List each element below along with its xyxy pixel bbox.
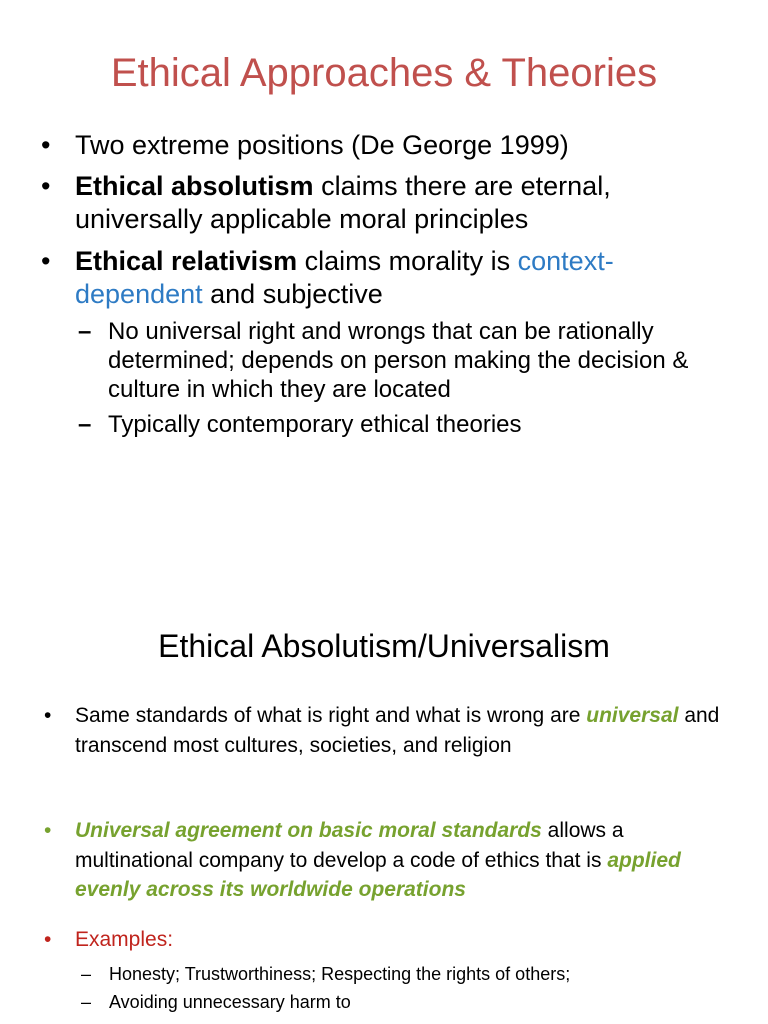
- sub-bullet-contemporary: [108, 410, 728, 439]
- slide-title: Ethical Approaches & Theories: [110, 51, 658, 95]
- bullet-ethical-relativism: [75, 245, 735, 311]
- sub-bullet-honesty: [109, 960, 729, 988]
- term-ethical-absolutism: Ethical absolutism: [75, 171, 314, 201]
- sub-bullet-no-universal: [108, 317, 728, 404]
- sub-bullet-text: Honesty; Trustworthiness; Respecting the rights of others;: [109, 964, 571, 984]
- slide-title: Ethical Absolutism/Universalism: [158, 628, 610, 664]
- bullet-text: claims there are eternal, universally applicable moral principles: [75, 171, 611, 234]
- bullet-text: and transcend most cultures, societies, and religion: [75, 704, 720, 757]
- bullet-ethical-absolutism: [75, 170, 735, 236]
- sub-bullet-avoiding-harm: [109, 988, 729, 1016]
- bullet-two-positions: [75, 129, 735, 162]
- bullet-examples: [75, 925, 735, 955]
- emphasis-applied-evenly: applied evenly across its worldwide operations: [75, 848, 681, 901]
- emphasis-universal: universal: [586, 704, 679, 727]
- sub-bullet-text: Avoiding unnecessary harm to: [109, 992, 351, 1012]
- term-ethical-relativism: Ethical relativism: [75, 246, 298, 276]
- bullet-text: claims morality is: [297, 246, 518, 276]
- sub-bullet-text: Typically contemporary ethical theories: [108, 411, 522, 438]
- slide-ethical-absolutism: [0, 576, 768, 1024]
- bullet-universal-agreement: [75, 816, 735, 905]
- emphasis-universal-agreement: Universal agreement on basic moral standards: [75, 819, 542, 842]
- highlight-context-dependent: context-dependent: [75, 246, 614, 309]
- sub-bullet-text: No universal right and wrongs that can be rationally determined; depends on person making the decision & culture in which they are located: [108, 318, 689, 403]
- bullet-text: Examples:: [75, 928, 174, 951]
- bullet-text: allows a multinational company to develop a code of ethics that is: [75, 819, 624, 872]
- bullet-text: Two extreme positions (De George 1999): [75, 130, 569, 160]
- bullet-same-standards: [75, 701, 735, 760]
- bullet-text: and subjective: [202, 279, 383, 309]
- bullet-text: Same standards of what is right and what is wrong are: [75, 704, 587, 727]
